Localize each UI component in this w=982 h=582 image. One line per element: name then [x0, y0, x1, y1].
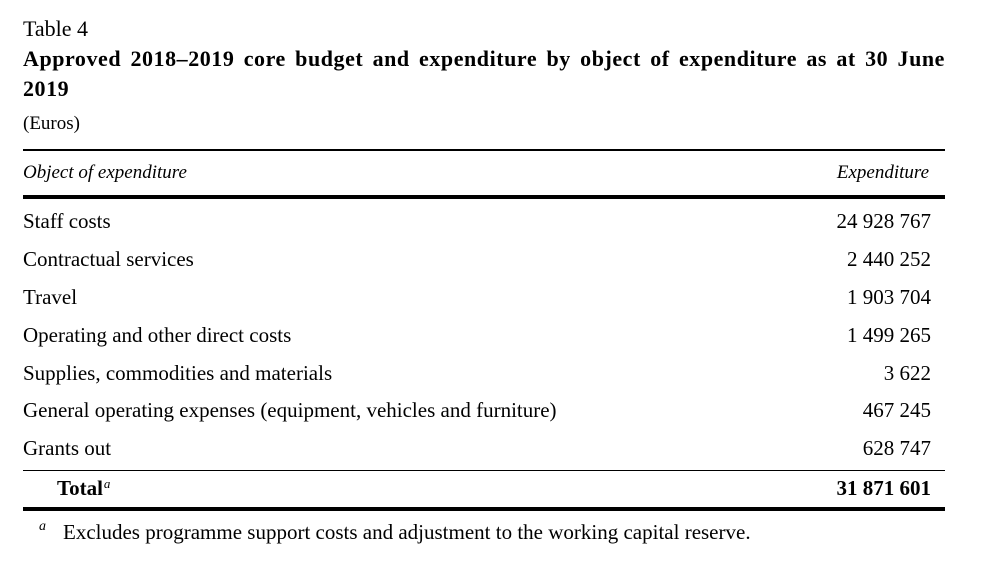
table-title: Approved 2018–2019 core budget and expenditure by object of expenditure as at 30 June 2019 — [23, 46, 945, 101]
footnote-mark: a — [39, 519, 46, 535]
footnote-text: Excludes programme support costs and adjustment to the working capital reserve. — [63, 519, 751, 544]
table-row — [23, 392, 945, 430]
table-row — [23, 316, 945, 354]
row-object: Operating and other direct costs — [23, 322, 292, 347]
total-value: 31 871 601 — [836, 476, 931, 501]
table-body — [23, 199, 945, 468]
row-object: Travel — [23, 284, 78, 309]
table-row — [23, 203, 945, 241]
table-row — [23, 279, 945, 317]
row-object: Staff costs — [23, 209, 111, 234]
row-expenditure: 2 440 252 — [847, 247, 931, 272]
header-object: Object of expenditure — [23, 162, 187, 183]
total-label-text: Total — [57, 476, 103, 501]
row-object: Grants out — [23, 436, 112, 461]
total-footnote-ref: a — [103, 476, 111, 492]
table-row — [23, 430, 945, 468]
table-label: Table 4 — [23, 16, 89, 41]
row-expenditure: 467 245 — [862, 398, 931, 423]
row-expenditure: 1 499 265 — [847, 322, 931, 347]
document-table — [23, 14, 945, 545]
footnote — [23, 520, 945, 545]
table-row — [23, 241, 945, 279]
table-row — [23, 354, 945, 392]
total-row — [23, 470, 945, 511]
row-expenditure: 1 903 704 — [847, 284, 931, 309]
header-expenditure: Expenditure — [836, 162, 929, 183]
row-expenditure: 24 928 767 — [836, 209, 931, 234]
row-object: Contractual services — [23, 247, 194, 272]
row-expenditure: 628 747 — [862, 436, 931, 461]
row-object: General operating expenses (equipment, vehicles and furniture) — [23, 398, 557, 423]
table-unit: (Euros) — [23, 113, 80, 134]
row-object: Supplies, commodities and materials — [23, 360, 333, 385]
total-label — [23, 476, 110, 501]
table-header — [23, 151, 945, 199]
row-expenditure: 3 622 — [883, 360, 931, 385]
